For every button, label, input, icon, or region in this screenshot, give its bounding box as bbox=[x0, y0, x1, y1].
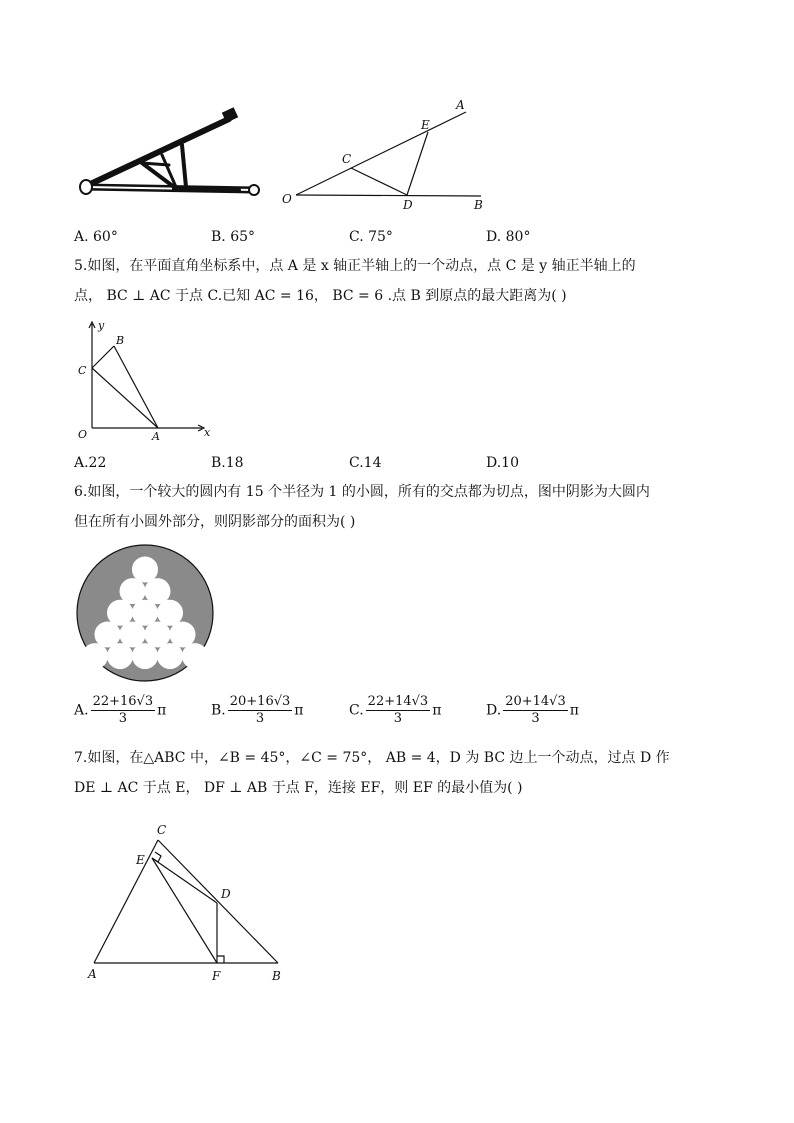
label-D: D bbox=[221, 887, 231, 901]
q5-option-d[interactable]: D.10 bbox=[486, 455, 519, 471]
fraction: $\frac{22+16√3}{3}$ bbox=[92, 694, 154, 726]
fraction: $\frac{20+14√3}{3}$ bbox=[505, 694, 566, 726]
q7-stem-line2: DE ⊥ AC 于点 E， DF ⊥ AB 于点 F，连接 EF，则 EF 的最小值为( ) bbox=[74, 780, 523, 796]
q6-stem-line1: 6.如图，一个较大的圆内有 15 个半径为 1 的小圆，所有的交点都为切点，图中阴影为大圆内 bbox=[74, 484, 650, 500]
label-O: O bbox=[78, 428, 88, 441]
label-B: B bbox=[474, 198, 483, 212]
label-C: C bbox=[157, 823, 167, 837]
small-circle bbox=[158, 600, 183, 625]
label-D: D bbox=[403, 198, 413, 212]
q4-option-b[interactable]: B. 65° bbox=[211, 229, 256, 245]
label-B: B bbox=[116, 334, 125, 347]
q6-option-b[interactable]: B. $\frac{20+16√3}{3}$ π bbox=[211, 694, 304, 726]
q4-tool-figure bbox=[74, 105, 264, 200]
label-F: F bbox=[212, 969, 221, 983]
small-circle bbox=[120, 622, 145, 647]
small-circle bbox=[120, 579, 145, 604]
label-E: E bbox=[136, 853, 145, 867]
label-C: C bbox=[78, 364, 87, 377]
q5-option-a[interactable]: A.22 bbox=[74, 455, 107, 471]
label-B: B bbox=[272, 969, 281, 983]
small-circle bbox=[158, 644, 183, 669]
label-x: x bbox=[204, 426, 211, 439]
small-circle bbox=[133, 644, 158, 669]
q7-triangle-figure bbox=[82, 818, 292, 988]
q6-circle-figure bbox=[74, 542, 216, 684]
q4-angle-figure bbox=[276, 95, 491, 215]
option-letter: D. bbox=[486, 702, 502, 719]
label-y: y bbox=[98, 319, 105, 332]
q4-option-c[interactable]: C. 75° bbox=[349, 229, 393, 245]
small-circle bbox=[95, 622, 120, 647]
label-A: A bbox=[88, 967, 97, 981]
option-letter: B. bbox=[211, 702, 226, 719]
q7-stem-line1: 7.如图，在△ABC 中，∠B = 45°，∠C = 75°， AB = 4，D 为 BC 边上一个动点，过点 D 作 bbox=[74, 750, 670, 766]
q6-option-c[interactable]: C. $\frac{22+14√3}{3}$ π bbox=[349, 694, 442, 726]
q5-stem-line1: 5.如图，在平面直角坐标系中，点 A 是 x 轴正半轴上的一个动点，点 C 是 y 轴正半轴上的 bbox=[74, 258, 636, 274]
fraction: $\frac{22+14√3}{3}$ bbox=[367, 694, 429, 726]
q5-stem-line2: 点， BC ⊥ AC 于点 C.已知 AC = 16， BC = 6 .点 B 到原点的最大距离为( ) bbox=[74, 288, 567, 304]
q4-option-d[interactable]: D. 80° bbox=[486, 229, 531, 245]
label-O: O bbox=[282, 192, 292, 206]
fraction: $\frac{20+16√3}{3}$ bbox=[229, 694, 291, 726]
small-circle bbox=[170, 622, 195, 647]
q6-stem-line2: 但在所有小圆外部分，则阴影部分的面积为( ) bbox=[74, 514, 356, 530]
small-circle bbox=[145, 579, 170, 604]
small-circle bbox=[183, 644, 208, 669]
small-circle bbox=[145, 622, 170, 647]
q6-option-a[interactable]: A. $\frac{22+16√3}{3}$ π bbox=[74, 694, 167, 726]
small-circle bbox=[108, 644, 133, 669]
small-circle bbox=[108, 600, 133, 625]
label-A: A bbox=[152, 430, 160, 443]
small-circle bbox=[133, 557, 158, 582]
q5-coordinate-figure bbox=[74, 316, 219, 446]
q5-option-c[interactable]: C.14 bbox=[349, 455, 382, 471]
label-E: E bbox=[421, 118, 430, 132]
option-letter: A. bbox=[74, 702, 89, 719]
option-letter: C. bbox=[349, 702, 364, 719]
small-circle bbox=[83, 644, 108, 669]
q6-option-d[interactable]: D. $\frac{20+14√3}{3}$ π bbox=[486, 694, 579, 726]
q4-option-a[interactable]: A. 60° bbox=[74, 229, 118, 245]
q5-option-b[interactable]: B.18 bbox=[211, 455, 244, 471]
label-A: A bbox=[456, 98, 465, 112]
label-C: C bbox=[342, 152, 352, 166]
small-circle bbox=[133, 600, 158, 625]
